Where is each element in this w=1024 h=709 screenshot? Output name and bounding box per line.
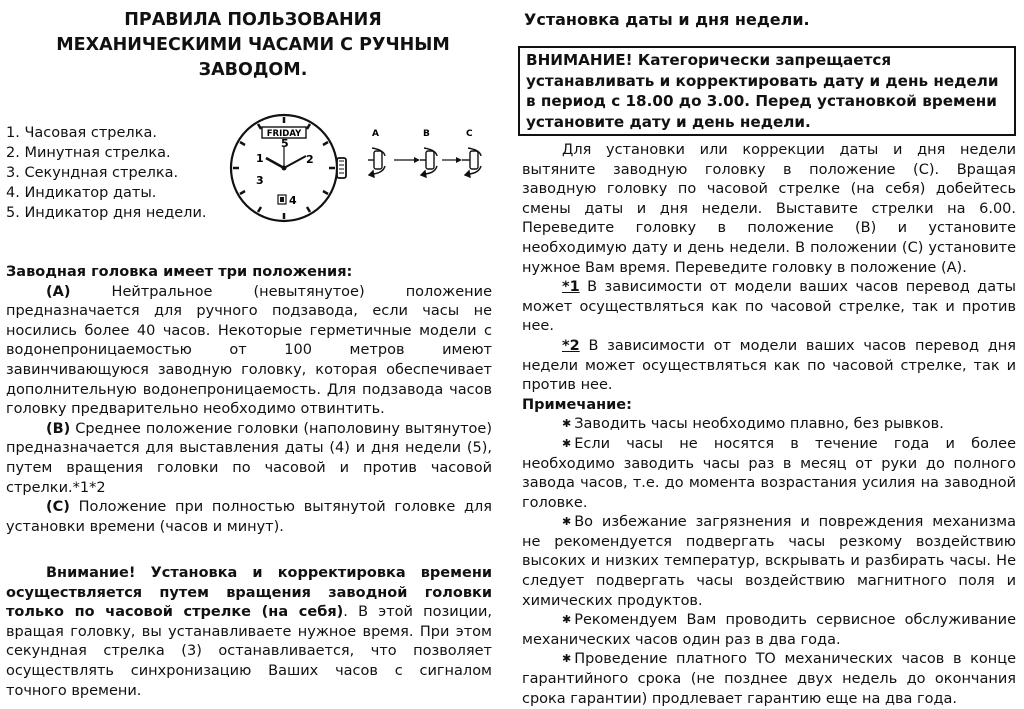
position-c-paragraph <box>6 498 492 537</box>
position-b-paragraph <box>6 420 492 498</box>
footnote-2-mark: *2 <box>562 337 580 354</box>
position-a-crown-icon <box>368 148 385 177</box>
minute-hand <box>284 156 306 168</box>
bullet-star-icon: ✱ <box>562 436 572 450</box>
watch-dial-diagram <box>228 112 358 224</box>
remark-item <box>522 650 1016 709</box>
legend-item: 4. Индикатор даты. <box>6 185 157 201</box>
crown-heading: Заводная головка имеет три положения: <box>6 264 353 280</box>
legend-item: 2. Минутная стрелка. <box>6 145 171 161</box>
position-a-text: Нейтральное (невытянутое) положение предназначается для ручного подзавода, если часы не носились более 40 часов. Некоторые герметичные модели с водонепроницаемостью от 100 метров имеют завинчивающуюся заводную головку, которая обеспечивает дополнительную водонепроницаемость. Для подзавода часов головку предварительно необходимо отвинтить. <box>6 283 492 418</box>
bullet-star-icon: ✱ <box>562 652 572 666</box>
position-b-marker: (В) <box>46 420 71 437</box>
position-b-text: Среднее положение головки (наполовину вытянутое) предназначается для выставления даты (4) и дня недели (5), путем вращения головки по часовой и против часовой стрелки.*1*2 <box>6 420 492 496</box>
crown-positions-diagram <box>364 126 496 192</box>
remark-item <box>522 415 1016 435</box>
bullet-star-icon: ✱ <box>562 613 572 627</box>
position-c-crown-icon <box>462 148 481 177</box>
instructions-paragraph: Для установки или коррекции даты и дня недели вытяните заводную головку в положение (С). Вращая заводную головку по часовой стрелке (на себя) добейтесь смены даты и дня недели. Выставите стрелки на 6.00. Переведите головку в положение (В) и установите необходимую дату и день недели. В положении (С) установите нужное Вам время. Переведите головку в положение (А). <box>522 142 1016 276</box>
footnote-1-mark: *1 <box>562 279 580 296</box>
label-4: 4 <box>289 194 297 207</box>
footnote-2 <box>522 337 1016 396</box>
remark-item <box>522 611 1016 650</box>
footnote-2-text: В зависимости от модели ваших часов перевод дня недели может осуществляться как по часовой стрелке, так и против нее. <box>522 337 1016 394</box>
day-window-text: FRIDAY <box>266 129 302 139</box>
date-section-heading: Установка даты и дня недели. <box>524 10 810 29</box>
bullet-star-icon: ✱ <box>562 417 572 431</box>
position-c-text: Положение при полностью вытянутой головке для установки времени (часов и минут). <box>6 499 492 535</box>
attention-bold: Внимание! Установка и корректировка времени осуществляется путем вращения заводной головки только по часовой стрелке (на себя) <box>6 565 492 621</box>
position-c-marker: (С) <box>46 499 70 516</box>
legend-item: 1. Часовая стрелка. <box>6 125 157 141</box>
position-b-label: B <box>423 129 430 139</box>
position-b-crown-icon <box>420 148 437 177</box>
footnote-1-text: В зависимости от модели ваших часов перевод даты может осуществляться как по часовой стрелке, так и против нее. <box>522 279 1016 335</box>
remark-text: Заводить часы необходимо плавно, без рывков. <box>574 416 944 433</box>
attention-text: . В этой позиции, вращая головку, вы устанавливаете нужное время. При этом секундная стрелка (3) останавливается, что позволяет осуществлять синхронизацию Ваших часов с сигналом точного времени. <box>6 604 492 699</box>
label-5: 5 <box>281 137 289 150</box>
footnote-1 <box>522 278 1016 337</box>
label-1: 1 <box>256 152 264 165</box>
left-column <box>0 0 506 699</box>
remark-heading: Примечание: <box>522 396 632 413</box>
remark-text: Проведение платного ТО механических часов в конце гарантийного срока (не позднее двух недель до окончания срока гарантии) продлевает гарантию еще на два года. <box>522 651 1016 707</box>
watch-legend <box>6 123 206 223</box>
position-c-label: C <box>466 129 473 139</box>
document-title: ПРАВИЛА ПОЛЬЗОВАНИЯ МЕХАНИЧЕСКИМИ ЧАСАМИ С РУЧНЫМ ЗАВОДОМ. <box>56 10 450 80</box>
bullet-star-icon: ✱ <box>562 515 572 529</box>
legend-item: 5. Индикатор дня недели. <box>6 205 207 221</box>
attention-paragraph <box>6 564 492 701</box>
position-a-label: A <box>372 129 379 139</box>
position-a-marker: (А) <box>46 283 71 300</box>
crown-positions-section <box>6 263 492 537</box>
date-instructions-section <box>522 141 1016 709</box>
hour-hand <box>266 158 284 168</box>
label-2: 2 <box>306 153 314 166</box>
remark-text: Рекомендуем Вам проводить сервисное обслуживание механических часов один раз в два года. <box>522 612 1016 648</box>
label-3: 3 <box>256 174 264 187</box>
position-a-paragraph <box>6 283 492 420</box>
remark-item <box>522 513 1016 611</box>
remark-text: Если часы не носятся в течение года и более необходимо заводить часы раз в месяц от руки до полного завода часов, т.е. до момента возрастания усилия на заводной головке. <box>522 435 1016 511</box>
legend-item: 3. Секундная стрелка. <box>6 165 179 181</box>
warning-box: ВНИМАНИЕ! Категорически запрещается устанавливать и корректировать дату и день недели в период с 18.00 до 3.00. Перед установкой времени установите дату и день недели. <box>518 46 1016 136</box>
remark-item <box>522 435 1016 513</box>
remark-text: Во избежание загрязнения и повреждения механизма не рекомендуется подвергать часы резкому воздействию высоких и низких температур, вскрывать и разбирать часы. Не следует подвергать часы воздействию магнитного поля и химических продуктов. <box>522 514 1016 609</box>
